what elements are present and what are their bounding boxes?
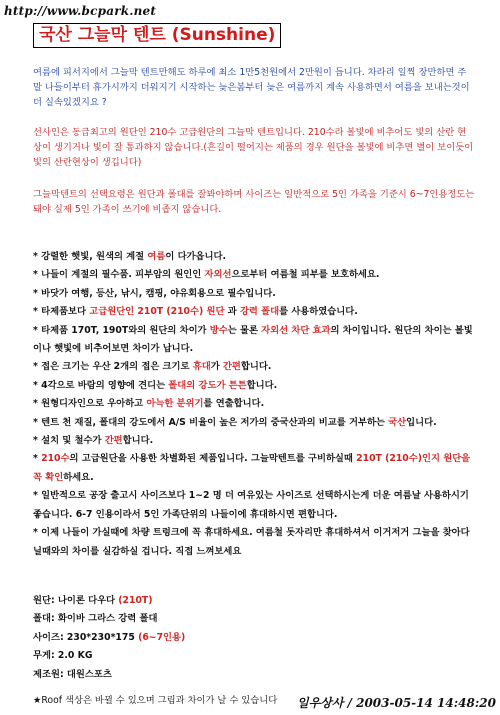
watermark-url: http://www.bcpark.net <box>4 4 157 18</box>
feature-item: * 원형디자인으로 우아하고 아늑한 분위기를 연출합니다. <box>33 398 265 410</box>
feature-item: * 나들이 계절의 필수품. 피부암의 원인인 자외선으로부터 여름철 피부를 보호하세요. <box>33 269 380 281</box>
feature-item: * 텐트 천 재질, 폴대의 강도에서 A/S 비율이 높은 저가의 중국산과의 비교를 거부하는 국산입니다. <box>33 416 437 428</box>
feature-list <box>33 248 475 561</box>
intro-paragraph-fabric: 선사인은 동급최고의 원단인 210수 고급원단의 그늘막 텐트입니다. 210수라 볼빛에 비추어도 빛의 산란 현상이 생기거나 빛이 잘 통과하지 않습니다.(흔길이 떨어지는 제품의 경우 원단을 볼빛에 비추면 별이 보이듯이 빛의 산란현상이 생깁니다) <box>33 127 474 168</box>
page-title: 국산 그늘막 텐트 (Sunshine) <box>33 23 281 48</box>
spec-list <box>33 592 475 684</box>
feature-item: * 타제품보다 고급원단인 210T (210수) 원단 과 강력 폴대를 사용하였습니다. <box>33 306 358 318</box>
watermark-seller-date: 일우상사 / 2003-05-14 14:48:20 <box>297 696 496 710</box>
spec-pole: 폴대: 화이바 그라스 강력 폴대 <box>33 613 158 625</box>
intro-paragraph-blue: 여름에 피서지에서 그늘막 텐트만해도 하루에 최소 1만5천원에서 2만원이 듭니다. 차라리 일찍 장만하면 주말 나들이부터 휴가시까지 더워지기 시작하는 늦은봄부터 늦은 여름까지 계속 사용하면서 여름을 보내는것이 더 실속있겠지요 ? <box>33 67 470 108</box>
feature-item: * 강렬한 햇빛, 원색의 계절 여름이 다가옵니다. <box>33 251 227 262</box>
feature-item: * 바닷가 여행, 등산, 낚시, 캠핑, 야유회용으로 필수입니다. <box>33 287 276 299</box>
roof-color-note: ★Roof 색상은 바뀔 수 있으며 그림과 차이가 날 수 있습니다 <box>33 695 278 706</box>
spec-manufacturer: 제조원: 대원스포츠 <box>33 668 112 680</box>
spec-fabric: 원단: 나이론 다우다 (210T) <box>33 595 153 606</box>
spec-weight: 무게: 2.0 KG <box>33 650 93 662</box>
feature-item: * 4각으로 바람의 영향에 견디는 폴대의 강도가 튼튼합니다. <box>33 379 278 391</box>
feature-item: * 일반적으로 공장 출고시 사이즈보다 1~2 명 더 여유있는 사이즈로 선택하시는게 더운 여름날 사용하시기 좋습니다. 6-7 인용이라서 5인 가족단위의 나들이에 휴대하시면 편합니다. <box>33 490 469 520</box>
feature-item: * 접은 크기는 우산 2개의 접은 크기로 휴대가 간편합니다. <box>33 361 272 373</box>
feature-item: * 210수의 고급원단을 사용한 차별화된 제품입니다. 그늘막텐트를 구비하실때 210T (210수)인지 원단을 꼭 확인하세요. <box>33 453 471 483</box>
spec-size: 사이즈: 230*230*175 (6~7인용) <box>33 631 186 643</box>
feature-item: * 설치 및 철수가 간편합니다. <box>33 435 154 447</box>
feature-item: * 타제품 170T, 190T와의 원단의 차이가 방수는 물론 자외선 차단 효과의 차이입니다. 원단의 차이는 볼빛이나 햇빛에 비추어보면 차이가 납니다. <box>33 324 473 355</box>
feature-item: * 이제 나들이 가실때에 차량 트렁크에 꼭 휴대하세요. 여름철 돗자리만 휴대하셔서 이거저거 그늘을 찾아다닐때와의 차이를 실감하실 겁니다. 직접 느껴보세요 <box>33 527 470 557</box>
intro-paragraph-selection: 그늘막텐트의 선택요령은 원단과 폴대를 잘봐야하며 사이즈는 일반적으로 5인 가족을 기준시 6~7인용정도는 돼야 실제 5인 가족이 쓰기에 비좁지 않습니다. <box>33 189 475 215</box>
